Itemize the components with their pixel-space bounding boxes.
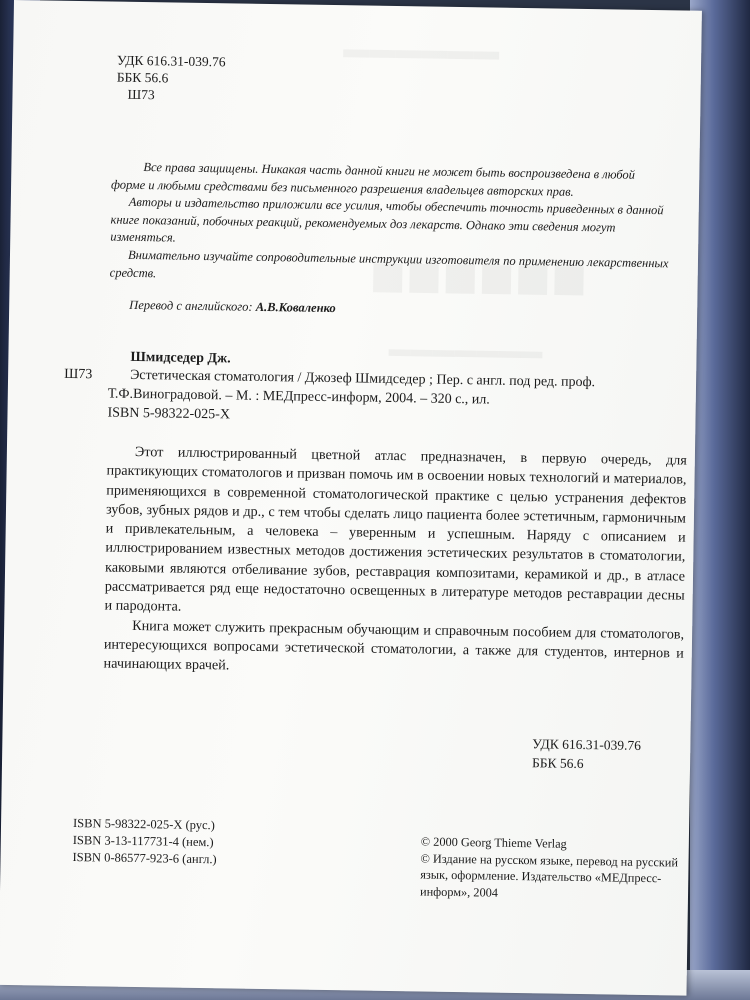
isbn-german: ISBN 3-13-117731-4 (нем.): [72, 833, 214, 850]
margin-author-mark: Ш73: [64, 366, 93, 383]
copyright-russian: © Издание на русском языке, перевод на русский язык, оформление. Издательство «МЕДпресс-информ», 2004: [419, 851, 679, 900]
copyright-original: © 2000 Georg Thieme Verlag: [420, 834, 567, 851]
udk-code-bottom: УДК 616.31-039.76: [532, 736, 642, 753]
author-mark-top: Ш73: [127, 86, 155, 103]
translator-name: А.В.Коваленко: [255, 299, 336, 316]
bbk-code-bottom: ББК 56.6: [531, 755, 584, 772]
biblio-line-1: Эстетическая стоматология / Джозеф Шмидседер ; Пер. с англ. под ред. проф.: [130, 367, 596, 391]
udk-code-top: УДК 616.31-039.76: [116, 52, 226, 70]
rights-notice: [110, 159, 672, 291]
biblio-isbn: ISBN 5-98322-025-X: [107, 405, 231, 423]
show-through-ghost-1: [343, 33, 499, 66]
description-paragraph-1: Этот иллюстрированный цветной атлас предназначен, в первую очередь, для практикующих стоматологов и призван помочь им в освоении новых технологий и материалов, применяющихся в современной стоматологической практике с целью устранения дефектов зубов, зубных рядов и др., с тем чтобы сделать лицо пациента более эстетичным, гармоничным и привлекательным, а человека – уверенным и успешным. Наряду с описанием и иллюстрированием известных методов достижения эстетических результатов в стоматологии, каковыми являются отбеливание зубов, реставрация композитами, керамикой и др., в атласе рассматривается ряд еще недостаточно освещенных в литературе методов реставрации десны и пародонта.: [104, 443, 687, 616]
copyright-block: [420, 833, 691, 904]
bbk-code-top: ББК 56.6: [116, 69, 169, 86]
author-heading: Шмидседер Дж.: [130, 349, 231, 367]
translator-label: Перевод с английского:: [129, 297, 253, 314]
show-through-ghost-3: [388, 336, 542, 364]
translator-line: [129, 298, 336, 316]
isbn-list: [72, 815, 217, 868]
accuracy-text: Авторы и издательство приложили все усилия, чтобы обеспечить точность приведенных в данной книге показаний, побочных реакций, рекомендуемых доз лекарств. Однако эти сведения могут изменяться.: [110, 195, 664, 245]
description-paragraph-2: Книга может служить прекрасным обучающим и справочным пособием для стоматологов, интересующихся вопросами эстетической стоматологии, а также для студентов, интернов и начинающих врачей.: [103, 617, 685, 674]
isbn-english: ISBN 0-86577-923-6 (англ.): [72, 850, 217, 867]
isbn-russian: ISBN 5-98322-025-X (рус.): [72, 816, 216, 833]
instructions-text: Внимательно изучайте сопроводительные инструкции изготовителя по применению лекарственных средств.: [109, 247, 669, 280]
biblio-line-2: Т.Ф.Виноградовой. – М. : МЕДпресс-информ, 2004. – 320 с., ил.: [107, 386, 490, 408]
rights-text: Все права защищены. Никакая часть данной книги не может быть воспроизведена в любой форме и любыми средствами без письменного разрешения владельцев авторских прав.: [111, 160, 636, 199]
book-description: [103, 443, 687, 684]
